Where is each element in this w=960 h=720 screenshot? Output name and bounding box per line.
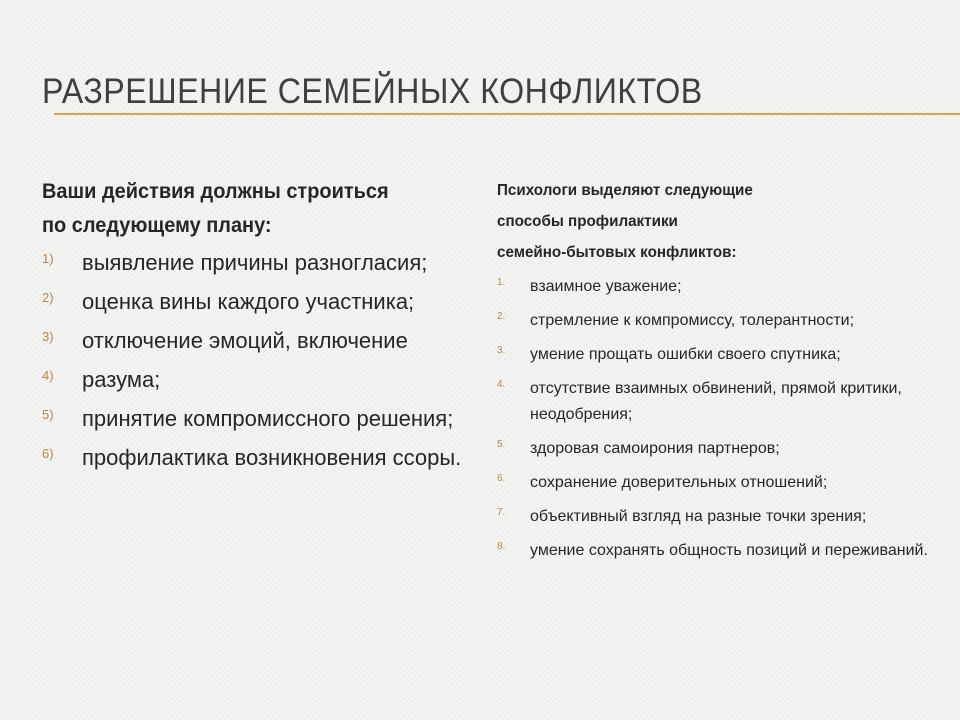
title-underline bbox=[54, 113, 960, 115]
item-text: выявление причины разногласия; bbox=[82, 250, 428, 275]
item-number: 2) bbox=[42, 290, 54, 305]
list-item bbox=[497, 538, 942, 564]
action-plan-list bbox=[42, 247, 472, 473]
item-number: 4) bbox=[42, 368, 54, 383]
list-item bbox=[497, 470, 942, 496]
right-heading-line: Психологи выделяют следующие bbox=[497, 182, 753, 199]
list-item bbox=[42, 286, 472, 317]
item-text: умение прощать ошибки своего спутника; bbox=[530, 346, 841, 363]
item-text: сохранение доверительных отношений; bbox=[530, 474, 828, 491]
list-item bbox=[42, 442, 472, 473]
item-number: 3. bbox=[497, 345, 506, 356]
item-number: 6) bbox=[42, 446, 54, 461]
right-heading bbox=[497, 175, 920, 268]
item-text: отсутствие взаимных обвинений, прямой критики, неодобрения; bbox=[530, 380, 902, 423]
slide-title: РАЗРЕШЕНИЕ СЕМЕЙНЫХ КОНФЛИКТОВ bbox=[42, 72, 703, 111]
prevention-methods-list bbox=[497, 274, 942, 564]
item-text: здоровая самоирония партнеров; bbox=[530, 440, 780, 457]
item-number: 2. bbox=[497, 311, 506, 322]
left-heading-line: по следующему плану: bbox=[42, 214, 272, 237]
item-text: принятие компромиссного решения; bbox=[82, 406, 454, 431]
list-item bbox=[42, 247, 472, 278]
item-number: 5. bbox=[497, 439, 506, 450]
item-number: 4. bbox=[497, 379, 506, 390]
item-number: 7. bbox=[497, 507, 506, 518]
list-item bbox=[42, 364, 472, 395]
item-text: объективный взгляд на разные точки зрения; bbox=[530, 508, 867, 525]
item-text: взаимное уважение; bbox=[530, 278, 682, 295]
left-column bbox=[42, 175, 472, 481]
list-item bbox=[497, 342, 942, 368]
item-number: 1. bbox=[497, 277, 506, 288]
list-item bbox=[497, 436, 942, 462]
list-item bbox=[42, 403, 472, 434]
item-text: профилактика возникновения ссоры. bbox=[82, 445, 462, 470]
list-item bbox=[497, 504, 942, 530]
item-text: умение сохранять общность позиций и переживаний. bbox=[530, 542, 928, 559]
item-text: стремление к компромиссу, толерантности; bbox=[530, 312, 855, 329]
item-number: 6. bbox=[497, 473, 506, 484]
right-heading-line: способы профилактики bbox=[497, 213, 678, 230]
item-text: разума; bbox=[82, 367, 161, 392]
left-heading-line: Ваши действия должны строиться bbox=[42, 180, 389, 203]
item-number: 5) bbox=[42, 407, 54, 422]
item-number: 3) bbox=[42, 329, 54, 344]
list-item bbox=[497, 274, 942, 300]
right-heading-line: семейно-бытовых конфликтов: bbox=[497, 244, 737, 261]
item-number: 1) bbox=[42, 251, 54, 266]
item-text: отключение эмоций, включение bbox=[82, 328, 408, 353]
list-item bbox=[497, 308, 942, 334]
left-heading bbox=[42, 175, 451, 243]
item-text: оценка вины каждого участника; bbox=[82, 289, 415, 314]
item-number: 8. bbox=[497, 541, 506, 552]
list-item bbox=[42, 325, 472, 356]
right-column bbox=[497, 175, 942, 572]
list-item bbox=[497, 376, 942, 428]
